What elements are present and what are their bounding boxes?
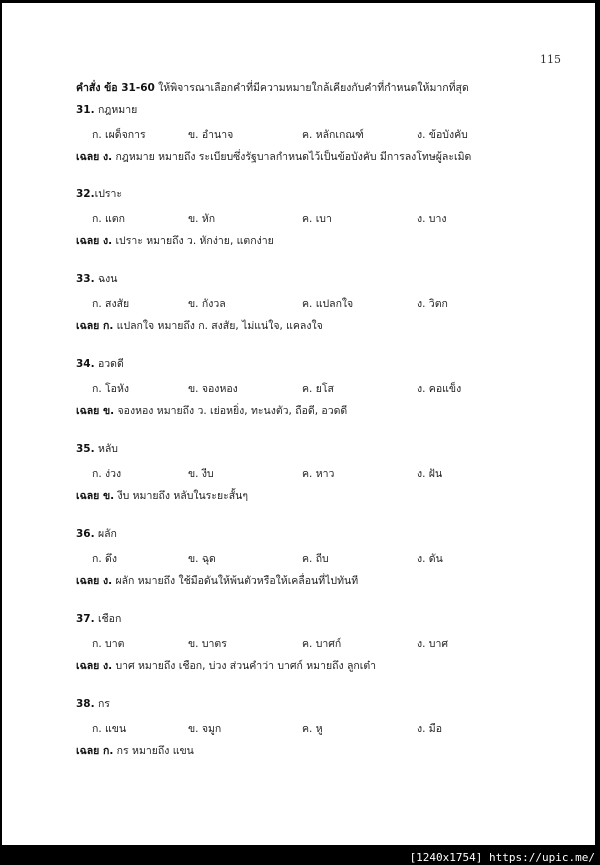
question-number: 35. [76,443,95,455]
question-36 [76,525,576,589]
answer-explanation: เปราะ หมายถึง ว. หักง่าย, แตกง่าย [112,235,274,247]
answer-key: ข. [99,405,115,417]
option-a: ก. โอหัง [92,383,130,395]
option-b: ข. กังวล [188,298,226,310]
answer-key: ง. [99,235,113,247]
option-c: ค. เบา [302,213,332,225]
question-number: 33. [76,273,95,285]
option-d: ง. คอแข็ง [417,383,462,395]
answer-key: ข. [99,490,115,502]
answer-key: ง. [99,660,113,672]
options [76,380,576,396]
question-word: กร [94,698,110,710]
instruction-label: คำสั่ง ข้อ 31-60 [76,82,155,94]
option-d: ง. บาศ [417,638,449,650]
question-38 [76,695,576,759]
question-word: หลับ [94,443,118,455]
options [76,465,576,481]
answer-label: เฉลย [76,490,100,502]
answer-line [76,572,576,589]
options [76,720,576,736]
option-b: ข. หัก [188,213,216,225]
question-number: 37. [76,613,95,625]
answer-label: เฉลย [76,235,100,247]
option-c: ค. หู [302,723,323,735]
answer-line [76,742,576,759]
question-32 [76,185,576,249]
options [76,126,576,142]
option-a: ก. แตก [92,213,125,225]
question-35 [76,440,576,504]
option-c: ค. แปลกใจ [302,298,354,310]
options [76,210,576,226]
answer-explanation: กฎหมาย หมายถึง ระเบียบซึ่งรัฐบาลกำหนดไว้เป็นข้อบังคับ มีการลงโทษผู้ละเมิด [112,151,472,163]
answer-explanation: จองหอง หมายถึง ว. เย่อหยิ่ง, ทะนงตัว, ถือดี, อวดดี [114,405,348,417]
instruction-line [76,79,469,96]
question-33 [76,270,576,334]
option-b: ข. จองหอง [188,383,238,395]
answer-line [76,232,576,249]
question-word: อวดดี [94,358,124,370]
answer-explanation: งีบ หมายถึง หลับในระยะสั้นๆ [114,490,248,502]
answer-line [76,148,576,165]
question-number: 34. [76,358,95,370]
option-c: ค. หลักเกณฑ์ [302,129,364,141]
question-word: ฉงน [94,273,118,285]
question-37 [76,610,576,674]
option-a: ก. บาต [92,638,125,650]
answer-key: ก. [99,745,114,757]
question-number: 38. [76,698,95,710]
answer-key: ง. [99,151,113,163]
answer-explanation: ผลัก หมายถึง ใช้มือดันให้พ้นตัวหรือให้เคลื่อนที่ไปทันที [112,575,359,587]
answer-label: เฉลย [76,660,100,672]
option-b: ข. ฉุด [188,553,216,565]
option-b: ข. จมูก [188,723,222,735]
option-a: ก. เผด็จการ [92,129,146,141]
option-d: ง. ข้อบังคับ [417,129,468,141]
option-d: ง. วิตก [417,298,448,310]
option-a: ก. แขน [92,723,127,735]
option-b: ข. อำนาจ [188,129,234,141]
option-c: ค. บาศก์ [302,638,342,650]
question-word: เชือก [94,613,122,625]
question-word: กฎหมาย [94,104,138,116]
answer-label: เฉลย [76,745,100,757]
options [76,295,576,311]
document-page [2,3,595,845]
answer-line [76,487,576,504]
answer-label: เฉลย [76,405,100,417]
answer-line [76,317,576,334]
answer-explanation: กร หมายถึง แขน [113,745,194,757]
options [76,550,576,566]
option-b: ข. งีบ [188,468,214,480]
options [76,635,576,651]
option-a: ก. ง่วง [92,468,122,480]
page-number: 115 [540,53,561,66]
option-c: ค. ยโส [302,383,334,395]
answer-key: ก. [99,320,114,332]
question-31 [76,101,576,165]
answer-line [76,402,576,419]
answer-line [76,657,576,674]
watermark-footer: [1240x1754] https://upic.me/ [409,851,595,864]
answer-key: ง. [99,575,113,587]
option-d: ง. บาง [417,213,447,225]
answer-explanation: แปลกใจ หมายถึง ก. สงสัย, ไม่แน่ใจ, แคลงใจ [113,320,323,332]
option-d: ง. มือ [417,723,443,735]
question-number: 31. [76,104,95,116]
option-d: ง. ฝัน [417,468,443,480]
answer-explanation: บาศ หมายถึง เชือก, บ่วง ส่วนคำว่า บาศก์ หมายถึง ลูกเต๋า [112,660,377,672]
answer-label: เฉลย [76,575,100,587]
option-a: ก. ดึง [92,553,117,565]
question-number: 32. [76,188,95,200]
option-c: ค. ถีบ [302,553,329,565]
answer-label: เฉลย [76,151,100,163]
option-c: ค. หาว [302,468,335,480]
question-word: เปราะ [94,188,123,200]
instruction-text: ให้พิจารณาเลือกคำที่มีความหมายใกล้เคียงกับคำที่กำหนดให้มากที่สุด [154,82,469,94]
question-word: ผลัก [94,528,117,540]
option-b: ข. บาตร [188,638,227,650]
answer-label: เฉลย [76,320,100,332]
question-34 [76,355,576,419]
option-d: ง. ดัน [417,553,443,565]
question-number: 36. [76,528,95,540]
option-a: ก. สงสัย [92,298,130,310]
